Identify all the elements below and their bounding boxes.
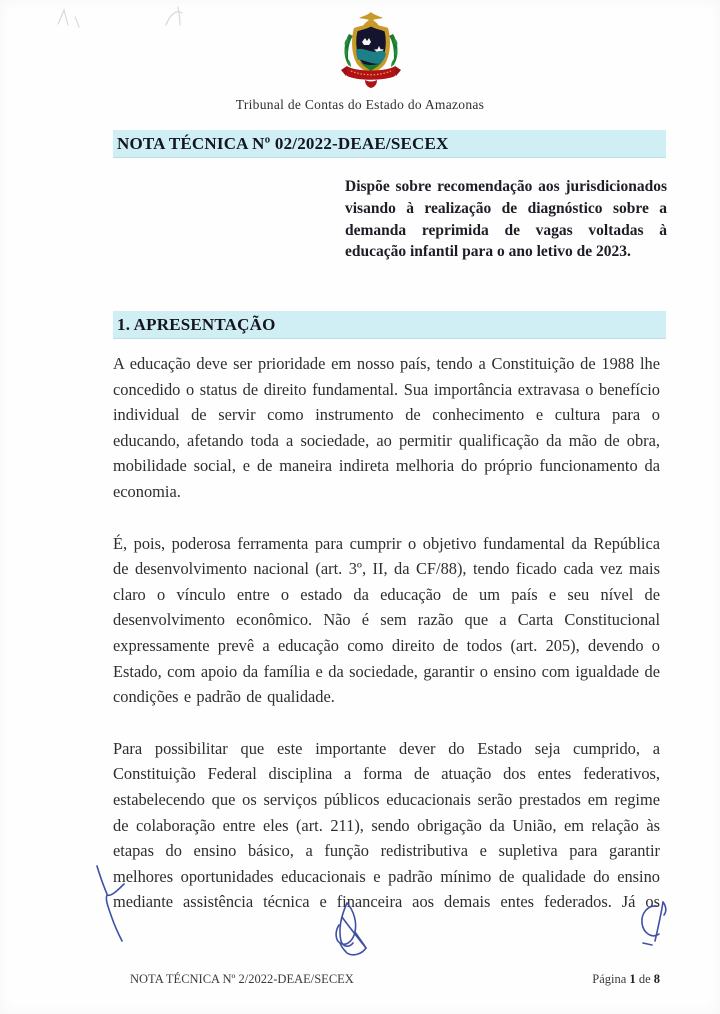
section-heading: 1. APRESENTAÇÃO [113,311,666,339]
footer-page-word: Página [592,972,630,986]
footer-document-ref: NOTA TÉCNICA Nº 2/2022-DEAE/SECEX [130,972,354,986]
document-body [113,351,660,941]
footer-page-number: 1 [629,972,636,986]
paragraph-3: Para possibilitar que este importante dever do Estado seja cumprido, a Constituição Federal disciplina a forma de atuação dos entes federativos, estabelecendo que os serviços públicos educacionais serão prestados em regime de colaboração entre eles (art. 211), sendo obrigação da União, em relação às etapas do ensino básico, a função redistributiva e supletiva para garantir melhores oportunidades educacionais e padrão mínimo de qualidade do ensino mediante assistência técnica e financeira aos demais entes federados. Já os [113,738,660,912]
footer-page-indicator [592,972,660,987]
ementa-summary: Dispõe sobre recomendação aos jurisdicionados visando à realização de diagnóstico sobre a demanda reprimida de vagas voltadas à educação infantil para o ano letivo de 2023. [345,178,667,261]
paragraph-2: É, pois, poderosa ferramenta para cumprir o objetivo fundamental da República de desenvolvimento nacional (art. 3º, II, da CF/88), tendo ficado cada vez mais claro o vínculo entre o estado da educação de um país e seu nível de desenvolvimento econômico. Não é sem razão que a Carta Constitucional expressamente prevê a educação como direito de todos (art. 205), devendo o Estado, com apoio da família e da sociedade, garantir o ensino com igualdade de condições e padrão de qualidade. [113,533,660,707]
document-title: NOTA TÉCNICA Nº 02/2022-DEAE/SECEX [113,130,666,158]
institution-name: Tribunal de Contas do Estado do Amazonas [235,97,485,112]
tce-am-coat-of-arms-icon [335,10,407,90]
paragraph-1: A educação deve ser prioridade em nosso país, tendo a Constituição de 1988 lhe concedido o status de direito fundamental. Sua importância extravasa o benefício individual de servir como instrumento de conhecimento e cultura para o educando, afetando toda a sociedade, ao permitir qualificação da mão de obra, mobilidade social, e de maneira indireta melhoria do próprio funcionamento da economia. [113,354,660,501]
footer-of-word: de [635,972,654,986]
footer-page-total: 8 [653,972,660,986]
